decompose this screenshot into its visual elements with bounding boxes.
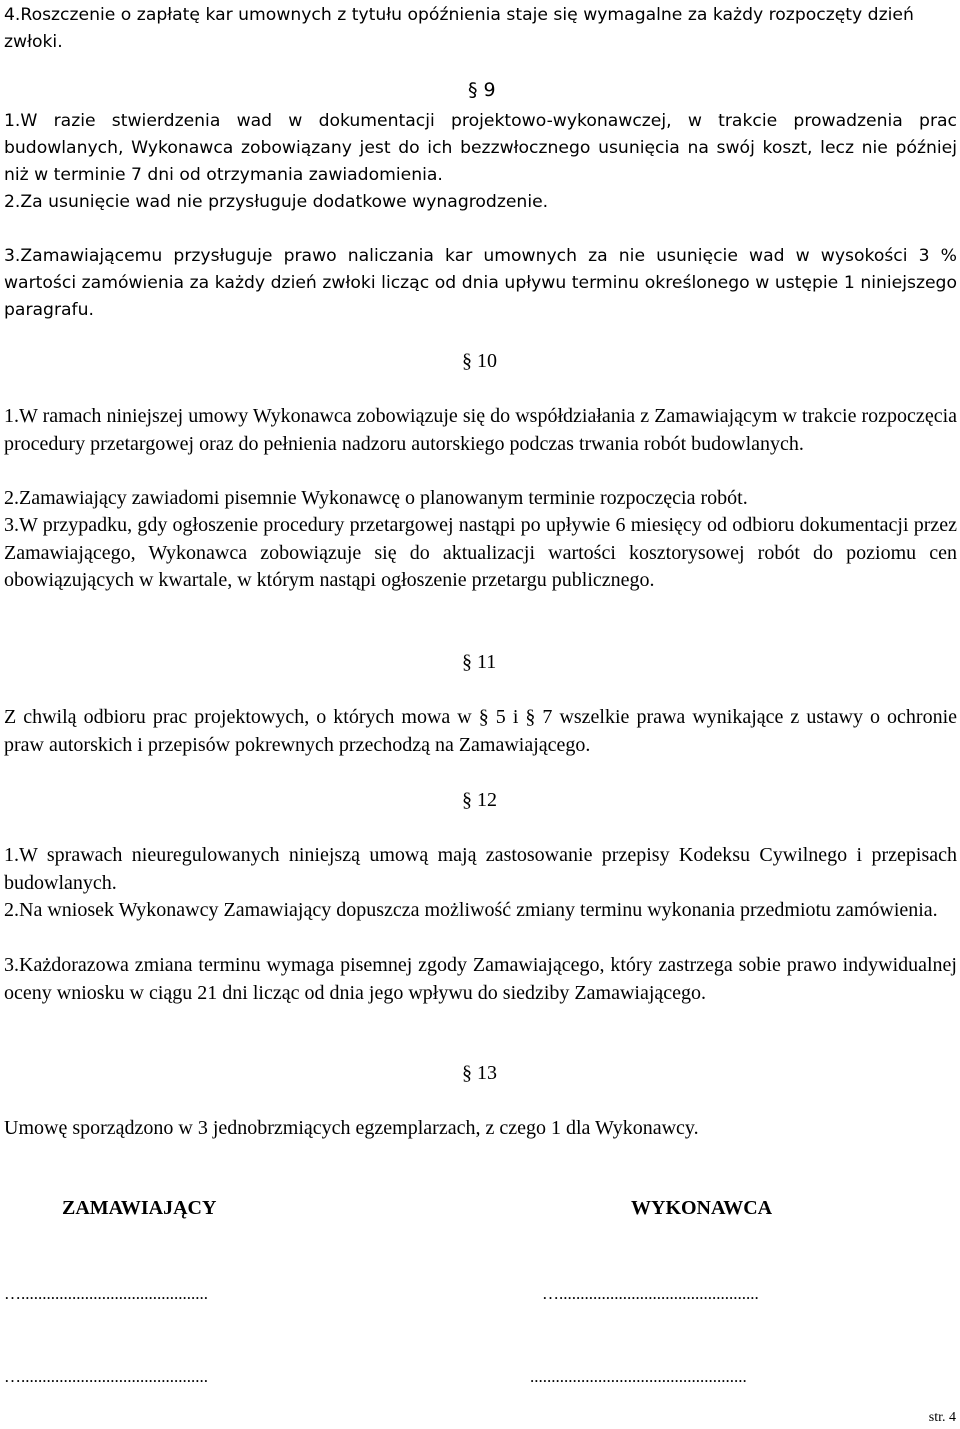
section-heading-13: § 13 — [462, 1062, 497, 1084]
section-heading-11: § 11 — [462, 651, 497, 673]
signature-line-right-2: ................................................... — [530, 1367, 747, 1386]
signature-label-zamawiajacy: ZAMAWIAJĄCY — [62, 1197, 217, 1219]
section-10-paragraph-2: 2.Zamawiający zawiadomi pisemnie Wykonawcę o planowanym terminie rozpoczęcia robót. — [4, 487, 748, 509]
section-10-paragraph-3: 3.W przypadku, gdy ogłoszenie procedury przetargowej nastąpi po upływie 6 miesięcy od odbioru dokumentacji przez Zamawiającego, Wykonawca zobowiązuje się do aktualizacji wartości kosztorysowej robót do poziomu cen obowiązujących w kwartale, w którym nastąpi ogłoszenie przetargu publicznego. — [4, 514, 957, 591]
section-9-paragraph-3: 3.Zamawiającemu przysługuje prawo naliczania kar umownych za nie usunięcie wad w wysokości 3 % wartości zamówienia za każdy dzień zwłoki licząc od dnia upływu terminu określonego w ustępie 1 niniejszego paragrafu. — [4, 246, 957, 320]
section-12-paragraph-1: 1.W sprawach nieuregulowanych niniejszą umową mają zastosowanie przepisy Kodeksu Cywilnego i przepisach budowlanych. — [4, 844, 957, 894]
section-12-paragraph-3: 3.Każdorazowa zmiana terminu wymaga pisemnej zgody Zamawiającego, który zastrzega sobie prawo indywidualnej oceny wniosku w ciągu 21 dni licząc od dnia jego wpływu do siedziby Zamawiającego. — [4, 954, 957, 1004]
section-11-paragraph-1: Z chwilą odbioru prac projektowych, o których mowa w § 5 i § 7 wszelkie prawa wynikające z ustawy o ochronie praw autorskich i przepisów pokrewnych przechodzą na Zamawiającego. — [4, 706, 957, 756]
section-9-paragraph-2: 2.Za usunięcie wad nie przysługuje dodatkowe wynagrodzenie. — [4, 192, 549, 212]
paragraph-4-claim-due: 4.Roszczenie o zapłatę kar umownych z tytułu opóźnienia staje się wymagalne za każdy rozpoczęty dzień zwłoki. — [4, 5, 914, 52]
section-heading-10: § 10 — [462, 350, 497, 372]
signature-line-right-1: …............................................... — [542, 1284, 759, 1303]
signature-label-wykonawca: WYKONAWCA — [631, 1197, 773, 1219]
page-number: str. 4 — [928, 1410, 956, 1425]
signature-line-left-2: …............................................ — [4, 1367, 208, 1386]
section-heading-9: § 9 — [468, 79, 496, 101]
section-9-paragraph-1: 1.W razie stwierdzenia wad w dokumentacji projektowo-wykonawczej, w trakcie prowadzenia prac budowlanych, Wykonawca zobowiązany jest do ich bezzwłocznego usunięcia na swój koszt, lecz nie później niż w terminie 7 dni od otrzymania zawiadomienia. — [4, 111, 957, 185]
signature-line-left-1: …............................................ — [4, 1284, 208, 1303]
section-heading-12: § 12 — [462, 789, 497, 811]
section-12-paragraph-2: 2.Na wniosek Wykonawcy Zamawiający dopuszcza możliwość zmiany terminu wykonania przedmiotu zamówienia. — [4, 899, 938, 921]
section-13-paragraph-1: Umowę sporządzono w 3 jednobrzmiących egzemplarzach, z czego 1 dla Wykonawcy. — [4, 1117, 699, 1139]
section-10-paragraph-1: 1.W ramach niniejszej umowy Wykonawca zobowiązuje się do współdziałania z Zamawiającym w trakcie rozpoczęcia procedury przetargowej oraz do pełnienia nadzoru autorskiego podczas trwania robót budowlanych. — [4, 405, 957, 455]
